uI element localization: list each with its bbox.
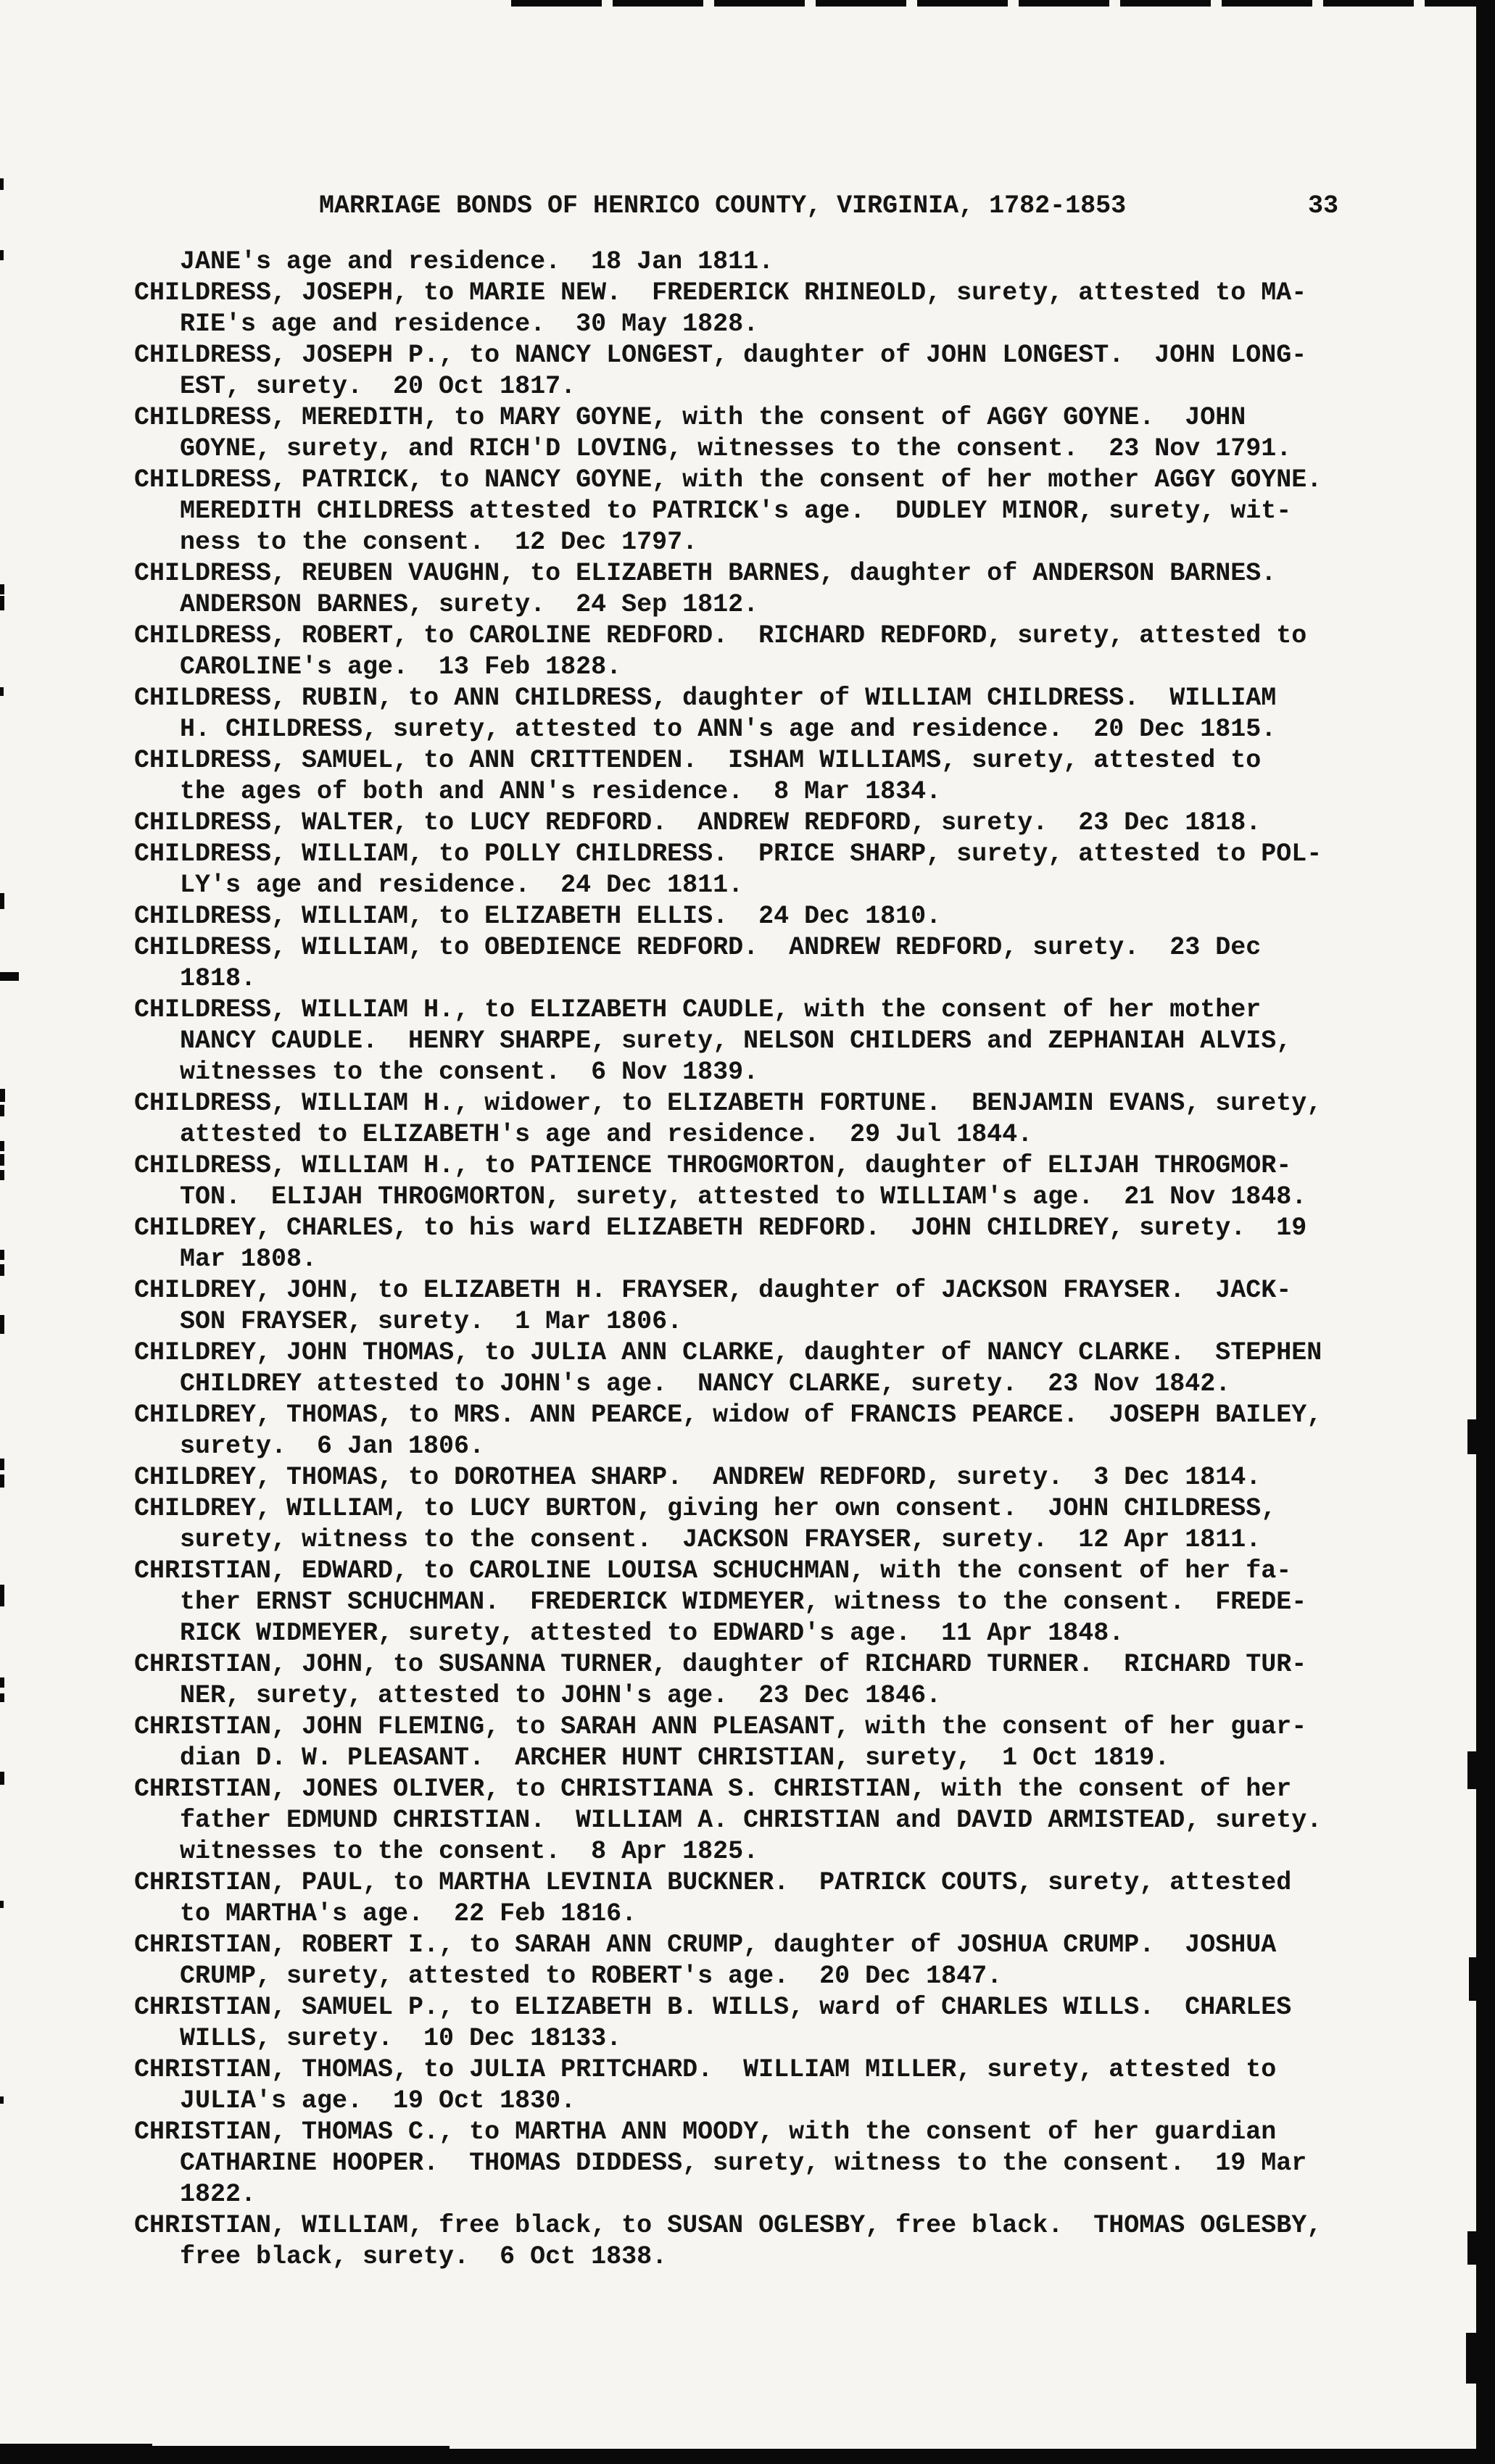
text-line: to MARTHA's age. 22 Feb 1816. xyxy=(180,1899,637,1928)
scan-speck xyxy=(0,250,4,260)
text-line: WILLS, surety. 10 Dec 18133. xyxy=(180,2024,622,2053)
scan-artifact-right-bump xyxy=(1467,1419,1478,1454)
scan-speck xyxy=(0,687,4,696)
text-line: CHILDREY, WILLIAM, to LUCY BURTON, giving her own consent. JOHN CHILDRESS, xyxy=(134,1494,1277,1523)
text-line: CHILDRESS, REUBEN VAUGHN, to ELIZABETH BARNES, daughter of ANDERSON BARNES. xyxy=(134,559,1277,588)
text-line: NER, surety, attested to JOHN's age. 23 Dec 1846. xyxy=(180,1681,942,1710)
text-lines xyxy=(134,246,1410,2273)
scan-speck xyxy=(0,2096,4,2104)
scan-speck xyxy=(0,1154,4,1166)
text-line: the ages of both and ANN's residence. 8 Mar 1834. xyxy=(180,777,942,806)
text-line: JANE's age and residence. 18 Jan 1811. xyxy=(180,247,774,276)
text-line: free black, surety. 6 Oct 1838. xyxy=(180,2242,668,2271)
scan-speck xyxy=(0,1585,4,1606)
text-line: CHILDRESS, WILLIAM H., widower, to ELIZABETH FORTUNE. BENJAMIN EVANS, surety, xyxy=(134,1089,1322,1118)
scan-artifact-right-edge xyxy=(1476,3,1495,2464)
scan-speck xyxy=(0,1772,4,1785)
text-line: CHRISTIAN, JONES OLIVER, to CHRISTIANA S. CHRISTIAN, with the consent of her xyxy=(134,1775,1292,1804)
text-line: CHRISTIAN, EDWARD, to CAROLINE LOUISA SCHUCHMAN, with the consent of her fa- xyxy=(134,1556,1292,1585)
scan-speck xyxy=(0,1170,4,1180)
text-line: CHILDREY, THOMAS, to DOROTHEA SHARP. ANDREW REDFORD, surety. 3 Dec 1814. xyxy=(134,1463,1262,1492)
text-line: CRUMP, surety, attested to ROBERT's age. 20 Dec 1847. xyxy=(180,1962,1003,1991)
scan-speck xyxy=(0,178,4,190)
text-line: RIE's age and residence. 30 May 1828. xyxy=(180,310,759,339)
scan-speck xyxy=(0,584,4,594)
text-line: GOYNE, surety, and RICH'D LOVING, witnesses to the consent. 23 Nov 1791. xyxy=(180,434,1292,463)
scan-speck xyxy=(0,1474,4,1488)
text-line: CHILDREY, JOHN, to ELIZABETH H. FRAYSER, daughter of JACKSON FRAYSER. JACK- xyxy=(134,1276,1292,1305)
text-line: 1822. xyxy=(180,2180,257,2209)
text-line: CHILDRESS, ROBERT, to CAROLINE REDFORD. RICHARD REDFORD, surety, attested to xyxy=(134,621,1307,650)
text-line: ANDERSON BARNES, surety. 24 Sep 1812. xyxy=(180,590,759,619)
text-line: Mar 1808. xyxy=(180,1245,318,1274)
text-line: CHILDRESS, WALTER, to LUCY REDFORD. ANDREW REDFORD, surety. 23 Dec 1818. xyxy=(134,808,1262,837)
text-line: TON. ELIJAH THROGMORTON, surety, attested to WILLIAM's age. 21 Nov 1848. xyxy=(180,1182,1307,1211)
scan-speck xyxy=(0,1901,4,1908)
text-line: CHILDRESS, JOSEPH, to MARIE NEW. FREDERICK RHINEOLD, surety, attested to MA- xyxy=(134,278,1307,307)
text-line: CHILDREY, JOHN THOMAS, to JULIA ANN CLARKE, daughter of NANCY CLARKE. STEPHEN xyxy=(134,1338,1322,1367)
scan-speck xyxy=(0,596,4,610)
text-line: RICK WIDMEYER, surety, attested to EDWARD's age. 11 Apr 1848. xyxy=(180,1619,1125,1648)
text-line: surety. 6 Jan 1806. xyxy=(180,1432,485,1461)
text-line: JULIA's age. 19 Oct 1830. xyxy=(180,2086,576,2115)
page-title: MARRIAGE BONDS OF HENRICO COUNTY, VIRGINIA, 1782-1853 xyxy=(319,191,1127,220)
text-line: dian D. W. PLEASANT. ARCHER HUNT CHRISTIAN, surety, 1 Oct 1819. xyxy=(180,1743,1170,1772)
text-line: LY's age and residence. 24 Dec 1811. xyxy=(180,871,744,900)
text-line: CHILDRESS, JOSEPH P., to NANCY LONGEST, daughter of JOHN LONGEST. JOHN LONG- xyxy=(134,341,1307,370)
scan-artifact-right-bump xyxy=(1469,1957,1479,2001)
text-line: ther ERNST SCHUCHMAN. FREDERICK WIDMEYER, witness to the consent. FREDE- xyxy=(180,1588,1307,1617)
text-line: EST, surety. 20 Oct 1817. xyxy=(180,372,576,401)
text-line: CHRISTIAN, PAUL, to MARTHA LEVINIA BUCKNER. PATRICK COUTS, surety, attested xyxy=(134,1868,1292,1897)
text-line: CHILDREY, CHARLES, to his ward ELIZABETH REDFORD. JOHN CHILDREY, surety. 19 xyxy=(134,1214,1307,1243)
scan-artifact-right-bump xyxy=(1466,2333,1476,2384)
scan-speck xyxy=(0,1677,4,1688)
text-line: ness to the consent. 12 Dec 1797. xyxy=(180,528,698,557)
text-line: CHRISTIAN, JOHN FLEMING, to SARAH ANN PLEASANT, with the consent of her guar- xyxy=(134,1712,1307,1741)
text-line: CHILDRESS, RUBIN, to ANN CHILDRESS, daughter of WILLIAM CHILDRESS. WILLIAM xyxy=(134,684,1277,713)
scan-speck xyxy=(0,1105,4,1116)
text-line: CHILDRESS, WILLIAM, to ELIZABETH ELLIS. 24 Dec 1810. xyxy=(134,902,942,931)
text-line: witnesses to the consent. 8 Apr 1825. xyxy=(180,1837,759,1866)
scan-speck xyxy=(0,893,4,909)
text-line: witnesses to the consent. 6 Nov 1839. xyxy=(180,1058,759,1087)
text-line: CHILDRESS, WILLIAM H., to ELIZABETH CAUDLE, with the consent of her mother xyxy=(134,995,1262,1024)
scan-speck xyxy=(0,1264,4,1276)
text-line: father EDMUND CHRISTIAN. WILLIAM A. CHRISTIAN and DAVID ARMISTEAD, surety. xyxy=(180,1806,1322,1835)
scan-speck xyxy=(0,1141,4,1151)
text-line: SON FRAYSER, surety. 1 Mar 1806. xyxy=(180,1307,683,1336)
scan-artifact-bottom-step xyxy=(0,2444,152,2451)
scan-speck xyxy=(0,1315,4,1334)
text-line: CHRISTIAN, JOHN, to SUSANNA TURNER, daughter of RICHARD TURNER. RICHARD TUR- xyxy=(134,1650,1307,1679)
text-line: CHRISTIAN, ROBERT I., to SARAH ANN CRUMP, daughter of JOSHUA CRUMP. JOSHUA xyxy=(134,1930,1277,1959)
page-header xyxy=(0,191,1495,222)
scan-speck xyxy=(0,1693,4,1702)
scan-artifact-right-bump xyxy=(1467,1751,1478,1789)
scan-artifact-right-bump xyxy=(1467,2231,1478,2265)
scan-speck xyxy=(0,1459,4,1470)
scan-speck xyxy=(0,1089,5,1102)
text-line: H. CHILDRESS, surety, attested to ANN's age and residence. 20 Dec 1815. xyxy=(180,715,1277,744)
scan-speck xyxy=(0,972,19,981)
scan-artifact-bottom-step xyxy=(152,2446,450,2452)
text-line: CHRISTIAN, THOMAS, to JULIA PRITCHARD. WILLIAM MILLER, surety, attested to xyxy=(134,2055,1277,2084)
text-line: surety, witness to the consent. JACKSON FRAYSER, surety. 12 Apr 1811. xyxy=(180,1525,1262,1554)
text-line: CAROLINE's age. 13 Feb 1828. xyxy=(180,652,622,681)
text-line: CHILDRESS, WILLIAM, to POLLY CHILDRESS. PRICE SHARP, surety, attested to POL- xyxy=(134,839,1322,868)
text-line: attested to ELIZABETH's age and residence. 29 Jul 1844. xyxy=(180,1120,1033,1149)
text-line: 1818. xyxy=(180,964,257,993)
text-line: CHILDRESS, SAMUEL, to ANN CRITTENDEN. ISHAM WILLIAMS, surety, attested to xyxy=(134,746,1262,775)
scan-speck xyxy=(0,1250,4,1260)
text-line: CHILDREY attested to JOHN's age. NANCY CLARKE, surety. 23 Nov 1842. xyxy=(180,1369,1231,1398)
text-line: CHILDRESS, WILLIAM H., to PATIENCE THROGMORTON, daughter of ELIJAH THROGMOR- xyxy=(134,1151,1292,1180)
text-line: NANCY CAUDLE. HENRY SHARPE, surety, NELSON CHILDERS and ZEPHANIAH ALVIS, xyxy=(180,1026,1292,1055)
text-line: CATHARINE HOOPER. THOMAS DIDDESS, surety, witness to the consent. 19 Mar xyxy=(180,2149,1307,2178)
text-line: CHILDRESS, WILLIAM, to OBEDIENCE REDFORD. ANDREW REDFORD, surety. 23 Dec xyxy=(134,933,1262,962)
text-line: MEREDITH CHILDRESS attested to PATRICK's age. DUDLEY MINOR, surety, wit- xyxy=(180,497,1292,526)
scan-artifact-top-edge xyxy=(511,0,1495,7)
text-line: CHILDRESS, PATRICK, to NANCY GOYNE, with the consent of her mother AGGY GOYNE. xyxy=(134,465,1322,494)
text-line: CHILDREY, THOMAS, to MRS. ANN PEARCE, widow of FRANCIS PEARCE. JOSEPH BAILEY, xyxy=(134,1401,1322,1430)
text-line: CHRISTIAN, WILLIAM, free black, to SUSAN OGLESBY, free black. THOMAS OGLESBY, xyxy=(134,2211,1322,2240)
text-line: CHRISTIAN, SAMUEL P., to ELIZABETH B. WILLS, ward of CHARLES WILLS. CHARLES xyxy=(134,1993,1292,2022)
page-number: 33 xyxy=(1308,191,1339,220)
text-line: CHRISTIAN, THOMAS C., to MARTHA ANN MOODY, with the consent of her guardian xyxy=(134,2117,1277,2146)
text-line: CHILDRESS, MEREDITH, to MARY GOYNE, with the consent of AGGY GOYNE. JOHN xyxy=(134,403,1246,432)
